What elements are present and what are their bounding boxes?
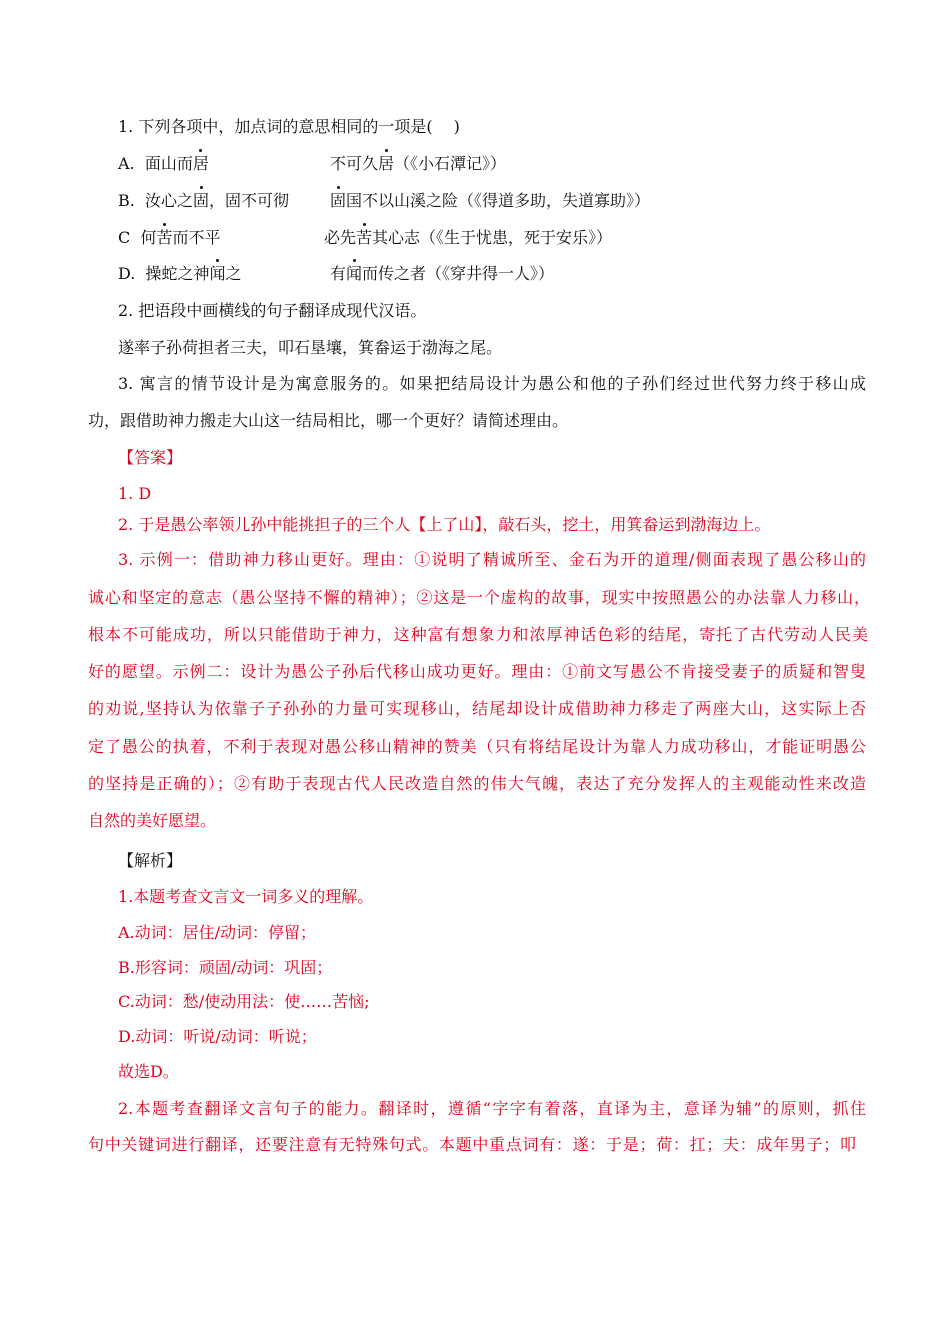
dotted-word: 苦 — [156, 226, 172, 250]
answer-3-line: 的劝说,坚持认为依靠子子孙孙的力量可实现移山，结尾却设计成借助神力移走了两座大山，这实际上否 — [88, 699, 866, 718]
answer-2: 2. 于是愚公率领儿孙中能挑担子的三个人【上了山】，敲石头，挖土，用箕畚运到渤海边上。 — [118, 515, 771, 534]
answer-3-line: 3. 示例一：借助神力移山更好。理由：①说明了精诚所至、金石为开的道理/侧面表现了愚公移山的 — [118, 550, 866, 569]
answer-3-line: 诚心和坚定的意志（愚公坚持不懈的精神）；②这是一个虚构的故事，现实中按照愚公的办法靠人力移山， — [88, 588, 870, 607]
answer-3-line: 自然的美好愿望。 — [88, 811, 217, 830]
analysis-heading: 【解析】 — [118, 851, 183, 870]
answer-3-line: 根本不可能成功，所以只能借助于神力，这种富有想象力和浓厚神话色彩的结尾，寄托了古代劳动人民美 — [88, 625, 868, 644]
q3-line-1: 3. 寓言的情节设计是为寓意服务的。如果把结局设计为愚公和他的子孙们经过世代努力终于移山成 — [118, 374, 866, 393]
answer-3-line: 好的愿望。示例二：设计为愚公子孙后代移山成功更好。理由：①前文写愚公不肯接受妻子的质疑和智叟 — [88, 662, 866, 681]
q1-option-d-right: 有闻而传之者（《穿井得一人》） — [330, 262, 554, 286]
option-label: C — [118, 228, 131, 247]
dotted-word: 居 — [378, 152, 394, 176]
q1-option-c-right: 必先苦其心志（《生于忧患，死于安乐》） — [324, 226, 612, 250]
analysis-p2-line-1: 2.本题考查翻译文言句子的能力。翻译时，遵循“字字有着落，直译为主，意译为辅”的原则，抓住 — [118, 1099, 866, 1118]
analysis-choose: 故选D。 — [118, 1062, 179, 1081]
dotted-word: 固 — [330, 189, 346, 213]
q1-stem: 1. 下列各项中，加点词的意思相同的一项是( ) — [118, 117, 460, 136]
analysis-option-c: C.动词：愁/使动用法：使……苦恼; — [118, 992, 370, 1011]
q2-sentence: 遂率子孙荷担者三夫，叩石垦壤，箕畚运于渤海之尾。 — [118, 338, 503, 357]
analysis-p1: 1.本题考查文言文一词多义的理解。 — [118, 887, 374, 906]
dotted-word: 居 — [193, 152, 209, 176]
analysis-option-a: A.动词：居住/动词：停留； — [118, 923, 317, 942]
answer-3-line: 的坚持是正确的）；②有助于表现古代人民改造自然的伟大气魄，表达了充分发挥人的主观能动性来改造 — [88, 774, 866, 793]
option-label: B. — [118, 191, 135, 210]
q1-option-d: D. 操蛇之神闻之 有闻而传之者（《穿井得一人》） — [118, 262, 838, 286]
analysis-option-b: B.形容词：顽固/动词：巩固； — [118, 958, 333, 977]
dotted-word: 固 — [193, 189, 209, 213]
answer-1: 1. D — [118, 484, 152, 503]
dotted-word: 苦 — [356, 226, 372, 250]
q2-stem: 2. 把语段中画横线的句子翻译成现代汉语。 — [118, 301, 427, 320]
dotted-word: 闻 — [346, 262, 362, 286]
option-label: D. — [118, 264, 136, 283]
q1-option-b: B. 汝心之固，固不可彻 固国不以山溪之险（《得道多助，失道寡助》） — [118, 189, 838, 213]
q1-option-a-right: 不可久居（《小石潭记》） — [330, 152, 506, 176]
dotted-word: 闻 — [210, 262, 226, 286]
answer-3-line: 定了愚公的执着，不利于表现对愚公移山精神的赞美（只有将结尾设计为靠人力成功移山，才能证明愚公 — [88, 737, 866, 756]
q1-option-c: C 何苦而不平 必先苦其心志（《生于忧患，死于安乐》） — [118, 226, 838, 250]
q3-line-2: 功，跟借助神力搬走大山这一结局相比，哪一个更好？请简述理由。 — [88, 411, 569, 430]
answer-heading: 【答案】 — [118, 448, 183, 467]
analysis-p2-line-2: 句中关键词进行翻译，还要注意有无特殊句式。本题中重点词有：遂：于是；荷：扛；夫：成年男子；叩 — [88, 1135, 856, 1154]
q1-option-b-right: 固国不以山溪之险（《得道多助，失道寡助》） — [330, 189, 650, 213]
option-label: A. — [118, 154, 135, 173]
analysis-option-d: D.动词：听说/动词：听说； — [118, 1027, 317, 1046]
q1-option-a: A. 面山而居 不可久居（《小石潭记》） — [118, 152, 838, 176]
